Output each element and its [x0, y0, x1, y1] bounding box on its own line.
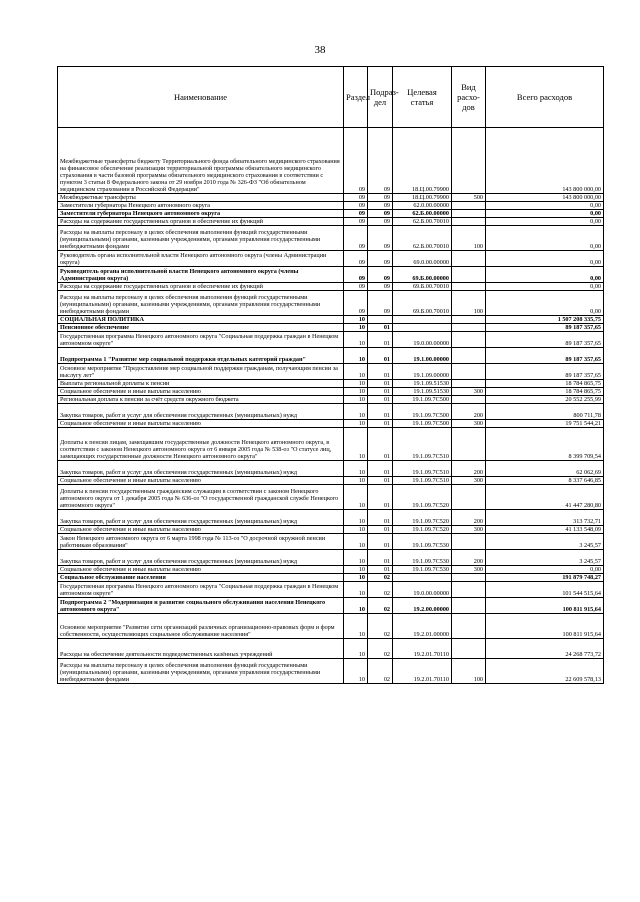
row-total-cell: 143 800 000,00 [486, 194, 604, 202]
table-row [58, 461, 604, 477]
table-row [58, 598, 604, 614]
row-expense-kind-cell: 300 [452, 477, 486, 485]
table-row [58, 316, 604, 324]
row-expense-kind-cell: 500 [452, 194, 486, 202]
row-section-cell: 09 [344, 283, 368, 291]
header-total-expenses: Всего расходов [486, 67, 604, 128]
row-name-cell: Руководитель органа исполнительной власти Ненецкого автономного округа (члены Администрации округа) [58, 251, 344, 267]
row-target-article-cell: 19.2.00.00000 [393, 598, 452, 614]
row-target-article-cell: 69.Б.00.70010 [393, 291, 452, 316]
row-section-cell: 10 [344, 316, 368, 324]
row-section-cell: 09 [344, 291, 368, 316]
row-name-cell: Заместители губернатора Ненецкого автономного округа [58, 210, 344, 218]
row-target-article-cell: 19.1.00.00000 [393, 348, 452, 364]
row-section-cell: 10 [344, 332, 368, 348]
row-expense-kind-cell [452, 574, 486, 582]
row-name-cell: СОЦИАЛЬНАЯ ПОЛИТИКА [58, 316, 344, 324]
row-target-article-cell: 18.Ц.00.79900 [393, 194, 452, 202]
row-name-cell: Основное мероприятие "Предоставление мер социальной поддержки гражданам, получающим пенсии за выслугу лет" [58, 364, 344, 380]
row-name-cell: Социальное обеспечение и иные выплаты населению [58, 420, 344, 428]
row-name-cell: Доплаты к пенсии государственным гражданским служащим в соответствии с законом Ненецкого автономного округа от 1 декабря 2005 года № 636-оз "О государственной гражданской службе Ненецкого автономного округа" [58, 485, 344, 510]
row-section-cell: 10 [344, 534, 368, 550]
row-name-cell: Подпрограмма 1 "Развитие мер социальной поддержки отдельных категорий граждан" [58, 348, 344, 364]
row-subsection-cell: 09 [368, 283, 393, 291]
row-subsection-cell: 01 [368, 534, 393, 550]
row-section-cell: 10 [344, 614, 368, 639]
row-target-article-cell: 19.1.09.7С510 [393, 461, 452, 477]
row-expense-kind-cell: 300 [452, 420, 486, 428]
row-target-article-cell: 19.1.09.7С520 [393, 485, 452, 510]
row-name-cell: Пенсионное обеспечение [58, 324, 344, 332]
row-target-article-cell: 19.0.00.00000 [393, 332, 452, 348]
row-expense-kind-cell [452, 364, 486, 380]
row-section-cell: 09 [344, 128, 368, 194]
row-name-cell: Выплата региональной доплаты к пенсии [58, 380, 344, 388]
row-name-cell: Социальное обеспечение и иные выплаты населению [58, 526, 344, 534]
row-name-cell: Закупка товаров, работ и услуг для обеспечения государственных (муниципальных) нужд [58, 550, 344, 566]
row-total-cell: 800 711,78 [486, 404, 604, 420]
table-row [58, 291, 604, 316]
row-expense-kind-cell [452, 396, 486, 404]
row-subsection-cell: 02 [368, 574, 393, 582]
row-total-cell: 8 337 646,85 [486, 477, 604, 485]
row-section-cell: 10 [344, 582, 368, 598]
table-row [58, 614, 604, 639]
row-subsection-cell: 09 [368, 267, 393, 283]
row-name-cell: Закупка товаров, работ и услуг для обеспечения государственных (муниципальных) нужд [58, 461, 344, 477]
row-target-article-cell [393, 316, 452, 324]
row-expense-kind-cell [452, 251, 486, 267]
row-target-article-cell: 19.2.01.70110 [393, 639, 452, 659]
row-subsection-cell: 01 [368, 485, 393, 510]
row-expense-kind-cell [452, 316, 486, 324]
row-target-article-cell: 19.1.09.7С520 [393, 526, 452, 534]
row-total-cell: 19 751 544,21 [486, 420, 604, 428]
row-total-cell: 101 544 515,64 [486, 582, 604, 598]
row-total-cell: 0,00 [486, 226, 604, 251]
row-expense-kind-cell: 300 [452, 566, 486, 574]
row-expense-kind-cell [452, 218, 486, 226]
table-row [58, 348, 604, 364]
row-subsection-cell: 09 [368, 218, 393, 226]
table-header-row [58, 67, 604, 128]
row-name-cell: Руководитель органа исполнительной власти Ненецкого автономного округа (члены Администрации округа) [58, 267, 344, 283]
row-expense-kind-cell: 200 [452, 510, 486, 526]
row-target-article-cell: 19.1.09.7С510 [393, 477, 452, 485]
row-name-cell: Подпрограмма 2 "Модернизация и развитие социального обслуживания населения Ненецкого автономного округа" [58, 598, 344, 614]
row-expense-kind-cell [452, 380, 486, 388]
row-expense-kind-cell [452, 485, 486, 510]
row-expense-kind-cell [452, 202, 486, 210]
row-section-cell: 10 [344, 324, 368, 332]
row-name-cell: Государственная программа Ненецкого автономного округа "Социальная поддержка граждан в Ненецком автономном округе" [58, 582, 344, 598]
row-target-article-cell: 19.2.01.70110 [393, 659, 452, 684]
row-section-cell: 09 [344, 226, 368, 251]
row-total-cell: 18 784 865,75 [486, 380, 604, 388]
row-subsection-cell: 09 [368, 251, 393, 267]
table-row [58, 226, 604, 251]
row-section-cell: 10 [344, 598, 368, 614]
row-target-article-cell: 18.Ц.00.79900 [393, 128, 452, 194]
page-number: 38 [314, 44, 326, 56]
table-row [58, 202, 604, 210]
table-row [58, 574, 604, 582]
row-subsection-cell: 01 [368, 348, 393, 364]
row-expense-kind-cell [452, 283, 486, 291]
row-target-article-cell: 62.Б.00.70010 [393, 226, 452, 251]
expenditure-table [57, 66, 604, 684]
row-expense-kind-cell [452, 582, 486, 598]
row-name-cell: Региональная доплата к пенсии за счёт средств окружного бюджета [58, 396, 344, 404]
row-subsection-cell: 01 [368, 566, 393, 574]
row-subsection-cell: 02 [368, 582, 393, 598]
row-section-cell: 10 [344, 566, 368, 574]
table-row [58, 420, 604, 428]
row-expense-kind-cell: 100 [452, 226, 486, 251]
table-row [58, 364, 604, 380]
header-name: Наименование [58, 67, 344, 128]
row-expense-kind-cell [452, 332, 486, 348]
row-total-cell: 18 784 865,75 [486, 388, 604, 396]
row-target-article-cell [393, 574, 452, 582]
row-total-cell: 0,00 [486, 202, 604, 210]
row-subsection-cell: 01 [368, 388, 393, 396]
row-expense-kind-cell: 100 [452, 659, 486, 684]
row-target-article-cell: 69.Б.00.00000 [393, 267, 452, 283]
row-subsection-cell: 09 [368, 291, 393, 316]
row-total-cell: 8 399 709,54 [486, 428, 604, 461]
row-subsection-cell: 01 [368, 461, 393, 477]
row-subsection-cell: 01 [368, 420, 393, 428]
table-row [58, 485, 604, 510]
row-subsection-cell: 02 [368, 614, 393, 639]
row-section-cell: 10 [344, 574, 368, 582]
row-target-article-cell: 19.1.09.7С500 [393, 396, 452, 404]
row-section-cell: 10 [344, 639, 368, 659]
row-target-article-cell: 19.1.09.7С500 [393, 420, 452, 428]
table-row [58, 566, 604, 574]
row-name-cell: Закупка товаров, работ и услуг для обеспечения государственных (муниципальных) нужд [58, 404, 344, 420]
row-section-cell: 09 [344, 267, 368, 283]
row-total-cell: 3 245,57 [486, 534, 604, 550]
row-total-cell: 0,00 [486, 251, 604, 267]
row-subsection-cell: 09 [368, 210, 393, 218]
row-total-cell: 313 732,71 [486, 510, 604, 526]
row-section-cell: 10 [344, 428, 368, 461]
row-total-cell: 89 187 357,65 [486, 324, 604, 332]
row-name-cell: Расходы на выплаты персоналу в целях обеспечения выполнения функций государственными (муниципальными) органами, казенными учреждениями, органами управления государственными внебюджетными фондами [58, 226, 344, 251]
table-row [58, 550, 604, 566]
row-target-article-cell: 19.1.09.51530 [393, 380, 452, 388]
row-subsection-cell: 09 [368, 128, 393, 194]
row-subsection-cell: 02 [368, 598, 393, 614]
row-subsection-cell: 01 [368, 332, 393, 348]
row-section-cell: 10 [344, 510, 368, 526]
row-subsection-cell: 02 [368, 639, 393, 659]
row-expense-kind-cell [452, 598, 486, 614]
table-row [58, 283, 604, 291]
row-total-cell: 22 609 578,13 [486, 659, 604, 684]
row-expense-kind-cell [452, 210, 486, 218]
row-section-cell: 10 [344, 348, 368, 364]
row-subsection-cell: 01 [368, 396, 393, 404]
row-total-cell: 143 800 000,00 [486, 128, 604, 194]
row-expense-kind-cell: 200 [452, 404, 486, 420]
row-target-article-cell: 19.1.09.7С510 [393, 428, 452, 461]
row-section-cell: 10 [344, 364, 368, 380]
table-row [58, 388, 604, 396]
row-target-article-cell: 69.0.00.00000 [393, 251, 452, 267]
row-name-cell: Расходы на обеспечение деятельности подведомственных казённых учреждений [58, 639, 344, 659]
row-target-article-cell: 19.1.09.7С530 [393, 550, 452, 566]
row-name-cell: Расходы на содержание государственных органов и обеспечение их функций [58, 218, 344, 226]
row-section-cell: 10 [344, 404, 368, 420]
row-name-cell: Межбюджетные трансферты бюджету Территориального фонда обязательного медицинского страхования на финансовое обеспечение реализации территориальной программы обязательного медицинского страхования в части базовой программы обязательного медицинского страхования в соответствии с пунктом 3 статьи 8 Федерального закона от 29 ноября 2010 года № 326-ФЗ "Об обязательном медицинском страховании в Российской Федерации" [58, 128, 344, 194]
row-total-cell: 1 507 208 335,75 [486, 316, 604, 324]
row-total-cell: 0,00 [486, 283, 604, 291]
row-expense-kind-cell: 200 [452, 461, 486, 477]
row-section-cell: 09 [344, 251, 368, 267]
table-row [58, 380, 604, 388]
table-row [58, 526, 604, 534]
row-expense-kind-cell [452, 614, 486, 639]
header-subsection: Подраз- дел [368, 67, 393, 128]
row-name-cell: Закон Ненецкого автономного округа от 6 марта 1998 года № 113-оз "О досрочной окружной пенсии работникам образования" [58, 534, 344, 550]
table-row [58, 510, 604, 526]
row-subsection-cell: 09 [368, 226, 393, 251]
row-section-cell: 10 [344, 380, 368, 388]
row-expense-kind-cell: 100 [452, 291, 486, 316]
row-total-cell: 100 811 915,64 [486, 598, 604, 614]
row-target-article-cell: 19.2.01.00000 [393, 614, 452, 639]
row-total-cell: 0,00 [486, 291, 604, 316]
row-subsection-cell: 01 [368, 364, 393, 380]
row-target-article-cell: 62.0.00.00000 [393, 202, 452, 210]
table-row [58, 659, 604, 684]
header-expense-kind: Вид расхо- дов [452, 67, 486, 128]
row-target-article-cell: 19.1.09.7С530 [393, 534, 452, 550]
table-row [58, 251, 604, 267]
row-section-cell: 10 [344, 659, 368, 684]
row-subsection-cell: 01 [368, 428, 393, 461]
row-total-cell: 0,00 [486, 218, 604, 226]
table-row [58, 428, 604, 461]
row-name-cell: Закупка товаров, работ и услуг для обеспечения государственных (муниципальных) нужд [58, 510, 344, 526]
row-target-article-cell: 19.1.09.7С520 [393, 510, 452, 526]
row-target-article-cell: 19.0.00.00000 [393, 582, 452, 598]
row-total-cell: 20 552 255,99 [486, 396, 604, 404]
row-total-cell: 0,00 [486, 267, 604, 283]
row-subsection-cell: 01 [368, 404, 393, 420]
table-row [58, 324, 604, 332]
row-subsection-cell: 01 [368, 510, 393, 526]
table-body [58, 128, 604, 684]
row-section-cell: 10 [344, 420, 368, 428]
row-section-cell: 10 [344, 526, 368, 534]
row-total-cell: 89 187 357,65 [486, 348, 604, 364]
row-expense-kind-cell: 300 [452, 526, 486, 534]
row-total-cell: 89 187 357,65 [486, 364, 604, 380]
row-name-cell: Расходы на выплаты персоналу в целях обеспечения выполнения функций государственными (муниципальными) органами, казенными учреждениями, органами управления государственными внебюджетными фондами [58, 291, 344, 316]
row-section-cell: 09 [344, 202, 368, 210]
table-row [58, 404, 604, 420]
row-target-article-cell [393, 324, 452, 332]
row-section-cell: 09 [344, 218, 368, 226]
row-total-cell: 41 133 548,09 [486, 526, 604, 534]
table-row [58, 128, 604, 194]
row-total-cell: 0,00 [486, 566, 604, 574]
row-section-cell: 10 [344, 388, 368, 396]
row-subsection-cell: 09 [368, 194, 393, 202]
row-expense-kind-cell [452, 348, 486, 364]
row-subsection-cell: 01 [368, 526, 393, 534]
row-target-article-cell: 19.1.09.00000 [393, 364, 452, 380]
header-section: Раздел [344, 67, 368, 128]
row-section-cell: 10 [344, 477, 368, 485]
row-expense-kind-cell [452, 428, 486, 461]
row-total-cell: 100 811 915,64 [486, 614, 604, 639]
row-section-cell: 09 [344, 210, 368, 218]
row-expense-kind-cell: 200 [452, 550, 486, 566]
table-row [58, 639, 604, 659]
row-total-cell: 3 245,57 [486, 550, 604, 566]
row-name-cell: Социальное обеспечение и иные выплаты населению [58, 566, 344, 574]
row-total-cell: 24 268 773,72 [486, 639, 604, 659]
table-row [58, 332, 604, 348]
row-section-cell: 10 [344, 396, 368, 404]
row-target-article-cell: 19.1.09.7С500 [393, 404, 452, 420]
header-target-article: Целевая статья [393, 67, 452, 128]
row-name-cell: Основное мероприятие "Развитие сети организаций различных организационно-правовых форм и форм собственности, осуществляющих социальное обслуживание населения" [58, 614, 344, 639]
row-total-cell: 191 879 748,27 [486, 574, 604, 582]
table-row [58, 267, 604, 283]
table-row [58, 477, 604, 485]
row-expense-kind-cell [452, 639, 486, 659]
table-row [58, 534, 604, 550]
table-row [58, 582, 604, 598]
row-name-cell: Заместители губернатора Ненецкого автономного округа [58, 202, 344, 210]
row-target-article-cell: 69.Б.00.70010 [393, 283, 452, 291]
table-row [58, 210, 604, 218]
row-expense-kind-cell [452, 128, 486, 194]
row-subsection-cell: 09 [368, 202, 393, 210]
row-target-article-cell: 19.1.09.7С530 [393, 566, 452, 574]
row-name-cell: Социальное обеспечение и иные выплаты населению [58, 477, 344, 485]
row-section-cell: 10 [344, 550, 368, 566]
row-section-cell: 10 [344, 461, 368, 477]
row-name-cell: Межбюджетные трансферты [58, 194, 344, 202]
row-name-cell: Социальное обеспечение и иные выплаты населению [58, 388, 344, 396]
row-subsection-cell: 01 [368, 324, 393, 332]
row-subsection-cell: 01 [368, 477, 393, 485]
row-name-cell: Расходы на содержание государственных органов и обеспечение их функций [58, 283, 344, 291]
row-expense-kind-cell [452, 324, 486, 332]
row-total-cell: 41 447 280,80 [486, 485, 604, 510]
table-row [58, 194, 604, 202]
row-section-cell: 10 [344, 485, 368, 510]
row-subsection-cell: 01 [368, 550, 393, 566]
row-target-article-cell: 62.Б.00.00000 [393, 210, 452, 218]
row-expense-kind-cell: 300 [452, 388, 486, 396]
row-target-article-cell: 19.1.09.51530 [393, 388, 452, 396]
table-row [58, 218, 604, 226]
row-name-cell: Социальное обслуживание населения [58, 574, 344, 582]
row-expense-kind-cell [452, 267, 486, 283]
row-total-cell: 0,00 [486, 210, 604, 218]
row-section-cell: 09 [344, 194, 368, 202]
row-total-cell: 62 062,69 [486, 461, 604, 477]
row-name-cell: Расходы на выплаты персоналу в целях обеспечения выполнения функций государственными (муниципальными) органами, казенными учреждениями, органами управления государственными внебюджетными фондами [58, 659, 344, 684]
row-target-article-cell: 62.Б.00.70010 [393, 218, 452, 226]
row-subsection-cell [368, 316, 393, 324]
row-expense-kind-cell [452, 534, 486, 550]
table-row [58, 396, 604, 404]
row-name-cell: Доплаты к пенсии лицам, замещавшим государственные должности Ненецкого автономного округа, в соответствии с законом Ненецкого автономного округа от 6 января 2005 года № 538-оз "О статусе лиц, замещающих государственные должности Ненецкого автономного округа" [58, 428, 344, 461]
row-name-cell: Государственная программа Ненецкого автономного округа "Социальная поддержка граждан в Ненецком автономном округе" [58, 332, 344, 348]
row-total-cell: 89 187 357,65 [486, 332, 604, 348]
row-subsection-cell: 02 [368, 659, 393, 684]
row-subsection-cell: 01 [368, 380, 393, 388]
